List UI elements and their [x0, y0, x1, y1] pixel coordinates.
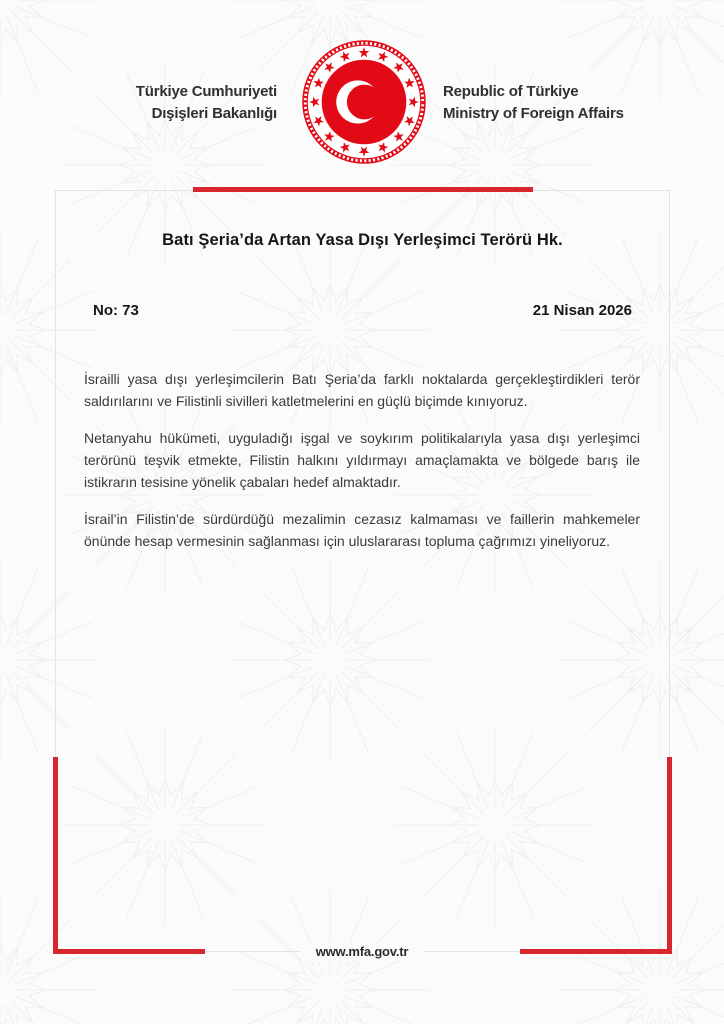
ministry-name-turkish	[0, 81, 277, 125]
mfa-emblem-icon	[301, 39, 427, 165]
document-date: 21 Nisan 2026	[532, 302, 632, 319]
document-meta	[93, 302, 632, 319]
frame-bottom-right-red-accent-horizontal	[520, 949, 672, 954]
frame-top-red-accent	[193, 187, 533, 192]
paragraph-1: İsrailli yasa dışı yerleşimcilerin Batı Şeria’da farklı noktalarda gerçekleştirdikleri terör saldırılarını ve Filistinli sivilleri katletmelerini en güçlü biçimde kınıyoruz.	[84, 371, 640, 409]
document-title: Batı Şeria’da Artan Yasa Dışı Yerleşimci Terörü Hk.	[162, 231, 563, 249]
paragraph-2: Netanyahu hükümeti, uyguladığı işgal ve soykırım politikalarıyla yasa dışı yerleşimci terörünü teşvik etmekte, Filistin halkını yıldırmayı amaçlamakta ve bölgede barış ile istikrarın tesisine yönelik çabaları hedef almaktadır.	[84, 430, 640, 490]
document-number: No: 73	[93, 302, 139, 319]
ministry-name-turkish-line1: Türkiye Cumhuriyeti	[135, 83, 277, 100]
frame-bottom-right-red-accent-vertical	[667, 757, 672, 954]
ministry-name-english-line1: Republic of Türkiye	[443, 83, 579, 100]
ministry-name-english-line2: Ministry of Foreign Affairs	[443, 105, 624, 122]
footer-url[interactable]: www.mfa.gov.tr	[301, 943, 424, 961]
ministry-name-turkish-line2: Dışişleri Bakanlığı	[151, 105, 277, 122]
frame-bottom-left-red-accent-vertical	[53, 757, 58, 954]
frame-bottom-left-red-accent-horizontal	[53, 949, 205, 954]
document-frame	[55, 190, 670, 952]
ministry-name-english	[443, 81, 683, 125]
document-body	[84, 368, 640, 567]
paragraph-3: İsrail’in Filistin’de sürdürdüğü mezalimin cezasız kalmaması ve faillerin mahkemeler önünde hesap vermesinin sağlanması için uluslararası topluma çağrımızı yineliyoruz.	[84, 511, 640, 549]
